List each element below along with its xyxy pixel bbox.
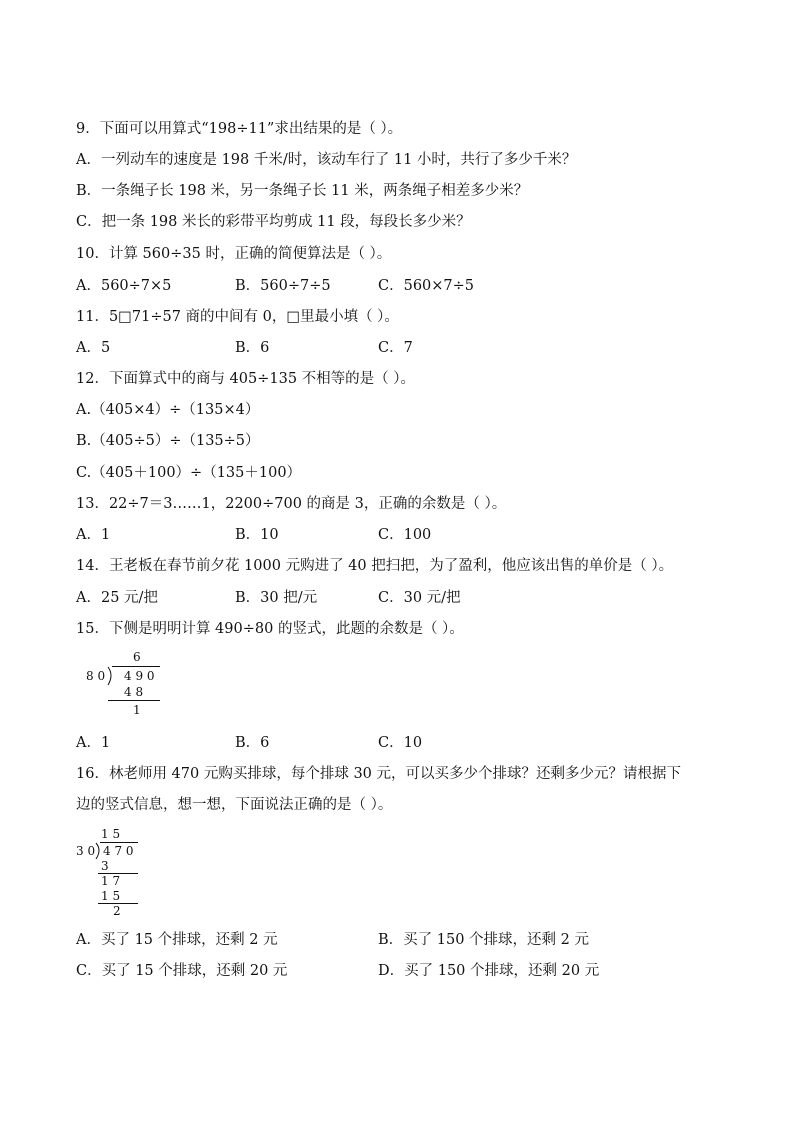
q16-option-a: A．买了 15 个排球，还剩 2 元 [76,932,278,948]
q11-stem: 11．5□71÷57 商的中间有 0，□里最小填（ ）。 [76,309,399,325]
q10-option-c: C．560×7÷5 [378,278,475,294]
q16-option-c: C．买了 15 个排球，还剩 20 元 [76,963,288,979]
q15-divisor: 8 0 [86,669,106,683]
q16-step2: 1 7 [101,874,121,888]
q13-option-a: A．1 [76,527,111,543]
q10-option-a: A．560÷7×5 [76,278,172,294]
q16-long-division-figure [76,827,156,919]
q12-option-a: A.（405×4）÷（135×4） [76,402,260,418]
q16-step1: 3 [101,859,109,873]
q16-stem-line2: 边的竖式信息，想一想，下面说法正确的是（ ）。 [76,797,393,813]
q9-option-c: C．把一条 198 米长的彩带平均剪成 11 段，每段长多少米？ [76,214,471,230]
q13-option-c: C．100 [378,527,432,543]
q12-stem: 12．下面算式中的商与 405÷135 不相等的是（ ）。 [76,371,416,387]
q16-divisor: 3 0 [76,844,96,858]
q14-option-a: A．25 元/把 [76,590,158,606]
q16-dividend: 4 7 0 [103,844,134,858]
q11-option-b: B．6 [235,340,270,356]
q15-quotient: 6 [133,650,141,664]
q10-stem: 10．计算 560÷35 时，正确的简便算法是（ ）。 [76,246,392,262]
q14-option-c: C．30 元/把 [378,590,461,606]
q13-option-b: B．10 [235,527,279,543]
q16-option-b: B．买了 150 个排球，还剩 2 元 [378,932,589,948]
q15-stem: 15．下侧是明明计算 490÷80 的竖式，此题的余数是（ ）。 [76,621,464,637]
q16-step3: 1 5 [101,889,121,903]
division-bracket-icon [106,666,116,686]
q11-option-a: A．5 [76,340,111,356]
q16-option-d: D．买了 150 个排球，还剩 20 元 [378,963,600,979]
q14-option-b: B．30 把/元 [235,590,318,606]
q15-long-division-figure [86,650,176,720]
q16-stem-line1: 16．林老师用 470 元购买排球，每个排球 30 元，可以买多少个排球？还剩多少元？请根据下 [76,766,682,782]
q16-remainder: 2 [113,904,121,918]
q9-stem: 9．下面可以用算式“198÷11”求出结果的是（ ）。 [76,121,403,137]
q10-option-b: B．560÷7÷5 [235,278,331,294]
q9-option-a: A．一列动车的速度是 198 千米/时，该动车行了 11 小时，共行了多少千米？ [76,152,577,168]
q13-stem: 13．22÷7＝3……1，2200÷700 的商是 3，正确的余数是（ ）。 [76,496,507,512]
q12-option-c: C.（405＋100）÷（135＋100） [76,465,302,481]
q16-quotient: 1 5 [101,827,121,841]
q14-stem: 14．王老板在春节前夕花 1000 元购进了 40 把扫把，为了盈利，他应该出售的单价是（ ）。 [76,558,674,574]
q15-option-b: B．6 [235,735,270,751]
q12-option-b: B.（405÷5）÷（135÷5） [76,433,260,449]
q15-dividend: 4 9 0 [124,669,155,683]
q9-option-b: B．一条绳子长 198 米，另一条绳子长 11 米，两条绳子相差多少米？ [76,183,529,199]
q15-remainder: 1 [133,703,141,717]
q11-option-c: C．7 [378,340,413,356]
q15-product: 4 8 [124,685,144,699]
q15-option-c: C．10 [378,735,423,751]
q15-option-a: A．1 [76,735,111,751]
